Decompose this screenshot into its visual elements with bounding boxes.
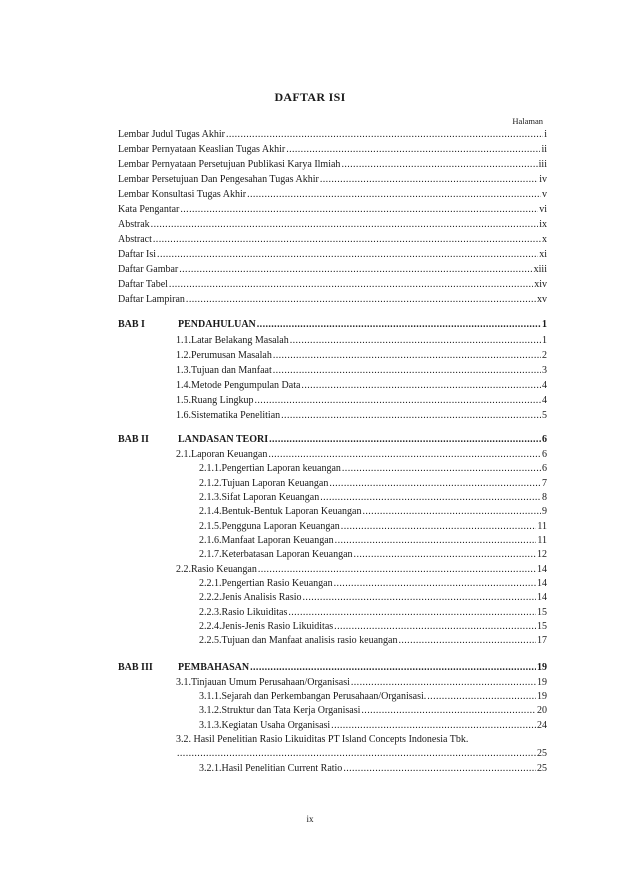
toc-entry: Lembar Persetujuan Dan Pengesahan Tugas Akhir ..... iv: [118, 173, 547, 187]
toc-entry: 1.3.Tujuan dan Manfaat ..... 3: [176, 364, 547, 378]
halaman-label: Halaman: [512, 116, 543, 126]
chapter-heading: BAB III PEMBAHASAN ..... 19: [118, 661, 547, 675]
chapter-heading: BAB I PENDAHULUAN ..... 1: [118, 318, 547, 332]
toc-entry: 3.1.2.Struktur dan Tata Kerja Organisasi ..... 20: [199, 704, 547, 718]
toc-entry: 3.2. Hasil Penelitian Rasio Likuiditas PT Island Concepts Indonesia Tbk.: [176, 734, 469, 745]
toc-entry: Lembar Konsultasi Tugas Akhir ..... v: [118, 188, 547, 202]
toc-entry: 2.2.4.Jenis-Jenis Rasio Likuiditas ..... 15: [199, 620, 547, 634]
toc-entry: 3.1.1.Sejarah dan Perkembangan Perusahaan/Organisasi. ..... 19: [199, 690, 547, 704]
toc-entry: 3.1.Tinjauan Umum Perusahaan/Organisasi ..... 19: [176, 676, 547, 690]
toc-entry: Lembar Pernyataan Keaslian Tugas Akhir ..... ii: [118, 143, 547, 157]
toc-entry: 2.2.5.Tujuan dan Manfaat analisis rasio keuangan ..... 17: [199, 634, 547, 648]
toc-entry: Daftar Isi ..... xi: [118, 248, 547, 262]
toc-entry: Daftar Gambar ..... xiii: [118, 263, 547, 277]
toc-entry: 1.4.Metode Pengumpulan Data ..... 4: [176, 379, 547, 393]
toc-entry: 2.1.3.Sifat Laporan Keuangan ..... 8: [199, 491, 547, 505]
toc-entry: Abstract ..... x: [118, 233, 547, 247]
toc-entry: 1.1.Latar Belakang Masalah ..... 1: [176, 334, 547, 348]
toc-entry: 1.6.Sistematika Penelitian ..... 5: [176, 409, 547, 423]
toc-entry: Lembar Judul Tugas Akhir ..... i: [118, 128, 547, 142]
toc-entry: 2.2.3.Rasio Likuiditas ..... 15: [199, 606, 547, 620]
toc-entry: Kata Pengantar ..... vi: [118, 203, 547, 217]
toc-entry: 2.1.5.Pengguna Laporan Keuangan ..... 11: [199, 520, 547, 534]
toc-entry: 2.1.1.Pengertian Laporan keuangan ..... 6: [199, 462, 547, 476]
toc-entry: 2.1.6.Manfaat Laporan Keuangan ..... 11: [199, 534, 547, 548]
toc-entry: 3.1.3.Kegiatan Usaha Organisasi ..... 24: [199, 719, 547, 733]
toc-entry: 2.1.Laporan Keuangan ..... 6: [176, 448, 547, 462]
toc-entry: 2.1.7.Keterbatasan Laporan Keuangan ..... 12: [199, 548, 547, 562]
page-number: ix: [306, 814, 314, 824]
chapter-heading: BAB II LANDASAN TEORI ..... 6: [118, 433, 547, 447]
toc-entry: Daftar Lampiran ..... xv: [118, 293, 547, 307]
toc-entry-continuation: ..... 25: [176, 747, 547, 761]
toc-entry: 2.1.4.Bentuk-Bentuk Laporan Keuangan ..... 9: [199, 505, 547, 519]
toc-entry: 1.2.Perumusan Masalah ..... 2: [176, 349, 547, 363]
toc-entry: 2.2.1.Pengertian Rasio Keuangan ..... 14: [199, 577, 547, 591]
toc-entry: 1.5.Ruang Lingkup ..... 4: [176, 394, 547, 408]
page-title: DAFTAR ISI: [274, 90, 346, 104]
toc-entry: 2.2.Rasio Keuangan ..... 14: [176, 563, 547, 577]
toc-entry: 2.2.2.Jenis Analisis Rasio ..... 14: [199, 591, 547, 605]
toc-entry: Abstrak ..... ix: [118, 218, 547, 232]
toc-entry: 3.2.1.Hasil Penelitian Current Ratio ..... 25: [199, 762, 547, 776]
toc-entry: Lembar Pernyataan Persetujuan Publikasi Karya Ilmiah ..... iii: [118, 158, 547, 172]
toc-entry: 2.1.2.Tujuan Laporan Keuangan ..... 7: [199, 477, 547, 491]
toc-entry: Daftar Tabel ..... xiv: [118, 278, 547, 292]
